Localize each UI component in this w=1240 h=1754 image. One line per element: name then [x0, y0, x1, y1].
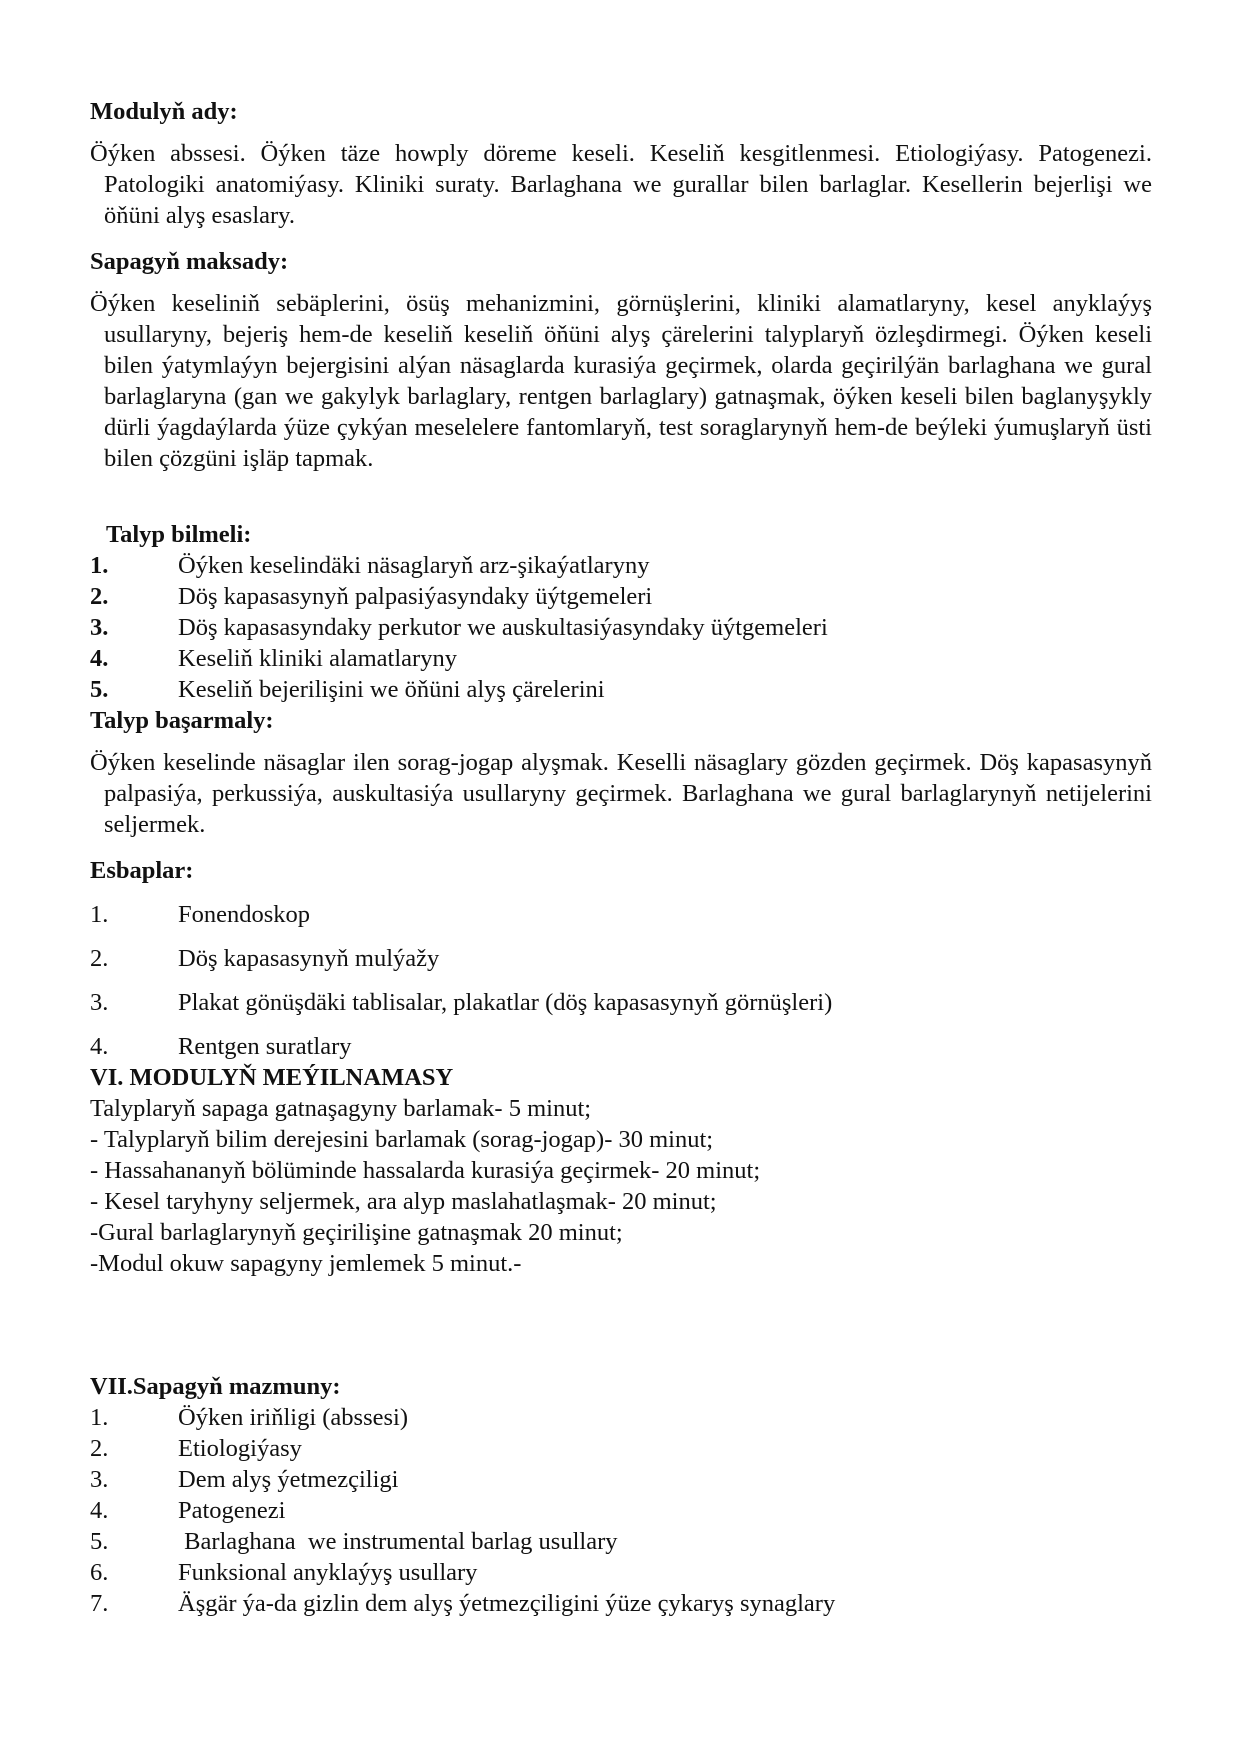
list-item: [90, 674, 1152, 705]
list-item-number: 4.: [90, 645, 109, 672]
list-item-label: Döş kapasasynyň palpasiýasyndaky üýtgemeleri: [178, 583, 653, 610]
lesson-goal-section: [90, 246, 1152, 474]
module-name-section: [90, 96, 1152, 231]
list-item-label: Funksional anyklaýyş usullary: [178, 1559, 478, 1586]
list-item-label: Fonendoskop: [178, 901, 311, 928]
list-item-label: Dem alyş ýetmezçiligi: [178, 1466, 399, 1493]
list-item-label: Etiologiýasy: [178, 1435, 302, 1462]
schedule-line: -Gural barlaglarynyň geçirilişine gatnaşmak 20 minut;: [90, 1219, 623, 1246]
lesson-goal-heading: Sapagyň maksady:: [90, 248, 289, 275]
module-name-heading: Modulyň ady:: [90, 98, 238, 125]
list-item: [90, 899, 1152, 930]
list-item-label: Rentgen suratlary: [178, 1033, 352, 1060]
lesson-goal-text: Öýken keseliniň sebäplerini, ösüş mehanizmini, görnüşlerini, kliniki alamatlaryny, kesel anyklaýyş usullaryny, bejeriş hem-de keseliň keseliň öňüni alyş çärelerini talyplaryň özleşdirmegi. Öýken keseli bilen ýatymlaýyn bejergisini alýan näsaglarda kurasiýa geçirmek, olarda geçirilýän barlaghana we gural barlaglaryna (gan we gakylyk barlaglary, rentgen barlaglary) gatnaşmak, öýken keseli bilen baglanyşykly dürli ýagdaýlarda ýüze çykýan meselelere fantomlaryň, test soraglarynyň hem-de beýleki ýumuşlaryň üsti bilen çözgüni işläp tapmak.: [90, 290, 1152, 472]
list-item: [90, 643, 1152, 674]
list-item-number: 5.: [90, 676, 109, 703]
list-item: [90, 943, 1152, 974]
list-item-number: 7.: [90, 1590, 109, 1617]
schedule-section: [90, 1062, 1152, 1279]
list-item: [90, 1464, 1152, 1495]
list-item-label: Döş kapasasyndaky perkutor we auskultasiýasyndaky üýtgemeleri: [178, 614, 828, 641]
list-item-label: Keseliň bejerilişini we öňüni alyş çärelerini: [178, 676, 605, 703]
schedule-line: -Modul okuw sapagyny jemlemek 5 minut.-: [90, 1250, 522, 1277]
list-item-number: 4.: [90, 1497, 109, 1524]
student-does-heading: Talyp başarmaly:: [90, 707, 274, 734]
schedule-heading: VI. MODULYŇ MEÝILNAMASY: [90, 1064, 454, 1091]
list-item-label: Keseliň kliniki alamatlaryny: [178, 645, 457, 672]
list-item: [90, 612, 1152, 643]
schedule-line: - Talyplaryň bilim derejesini barlamak (sorag-jogap)- 30 minut;: [90, 1126, 714, 1153]
list-item-number: 5.: [90, 1528, 109, 1555]
list-item-label: Öýken keselindäki näsaglaryň arz-şikaýatlaryny: [178, 552, 650, 579]
list-item-label: Barlaghana we instrumental barlag usullary: [178, 1528, 618, 1555]
list-item-number: 1.: [90, 1404, 109, 1431]
list-item-label: Döş kapasasynyň mulýažy: [178, 945, 440, 972]
list-item-label: Plakat gönüşdäki tablisalar, plakatlar (döş kapasasynyň görnüşleri): [178, 989, 833, 1016]
list-item: [90, 1588, 1152, 1619]
list-item-label: Äşgär ýa-da gizlin dem alyş ýetmezçiligini ýüze çykaryş synaglary: [178, 1590, 836, 1617]
schedule-line: - Hassahananyň bölüminde hassalarda kurasiýa geçirmek- 20 minut;: [90, 1157, 761, 1184]
list-item-number: 2.: [90, 1435, 109, 1462]
list-item-label: Öýken iriňligi (abssesi): [178, 1404, 408, 1431]
list-item-number: 6.: [90, 1559, 109, 1586]
list-item-label: Patogenezi: [178, 1497, 286, 1524]
list-item: [90, 1526, 1152, 1557]
list-item: [90, 550, 1152, 581]
list-item-number: 2.: [90, 583, 109, 610]
equipment-list: [90, 899, 1152, 1062]
schedule-line: - Kesel taryhyny seljermek, ara alyp maslahatlaşmak- 20 minut;: [90, 1188, 717, 1215]
schedule-line: Talyplaryň sapaga gatnaşagyny barlamak- 5 minut;: [90, 1095, 592, 1122]
list-item-number: 3.: [90, 989, 109, 1016]
list-item: [90, 1402, 1152, 1433]
student-does-text: Öýken keselinde näsaglar ilen sorag-jogap alyşmak. Keselli näsaglary gözden geçirmek. Döş kapasasynyň palpasiýa, perkussiýa, auskultasiýa usullaryny geçirmek. Barlaghana we gural barlaglarynyň netijelerini seljermek.: [90, 749, 1152, 838]
list-item-number: 3.: [90, 614, 109, 641]
contents-heading: VII.Sapagyň mazmuny:: [90, 1373, 341, 1400]
contents-list: [90, 1402, 1152, 1619]
list-item: [90, 1557, 1152, 1588]
list-item: [90, 1495, 1152, 1526]
list-item: [90, 1031, 1152, 1062]
list-item: [90, 1433, 1152, 1464]
contents-section: [90, 1371, 1152, 1619]
list-item-number: 3.: [90, 1466, 109, 1493]
student-knows-heading: Talyp bilmeli:: [106, 521, 252, 548]
list-item: [90, 987, 1152, 1018]
list-item-number: 2.: [90, 945, 109, 972]
list-item-number: 1.: [90, 552, 109, 579]
equipment-heading: Esbaplar:: [90, 857, 194, 884]
equipment-section: [90, 855, 1152, 1062]
student-knows-section: [90, 519, 1152, 705]
student-does-section: [90, 705, 1152, 840]
list-item: [90, 581, 1152, 612]
module-name-text: Öýken abssesi. Öýken täze howply döreme keseli. Keseliň kesgitlenmesi. Etiologiýasy. Patogenezi. Patologiki anatomiýasy. Kliniki suraty. Barlaghana we gurallar bilen barlaglar. Kesellerin bejerlişi we öňüni alyş esaslary.: [90, 140, 1152, 229]
list-item-number: 4.: [90, 1033, 109, 1060]
student-knows-list: [90, 550, 1152, 705]
list-item-number: 1.: [90, 901, 109, 928]
